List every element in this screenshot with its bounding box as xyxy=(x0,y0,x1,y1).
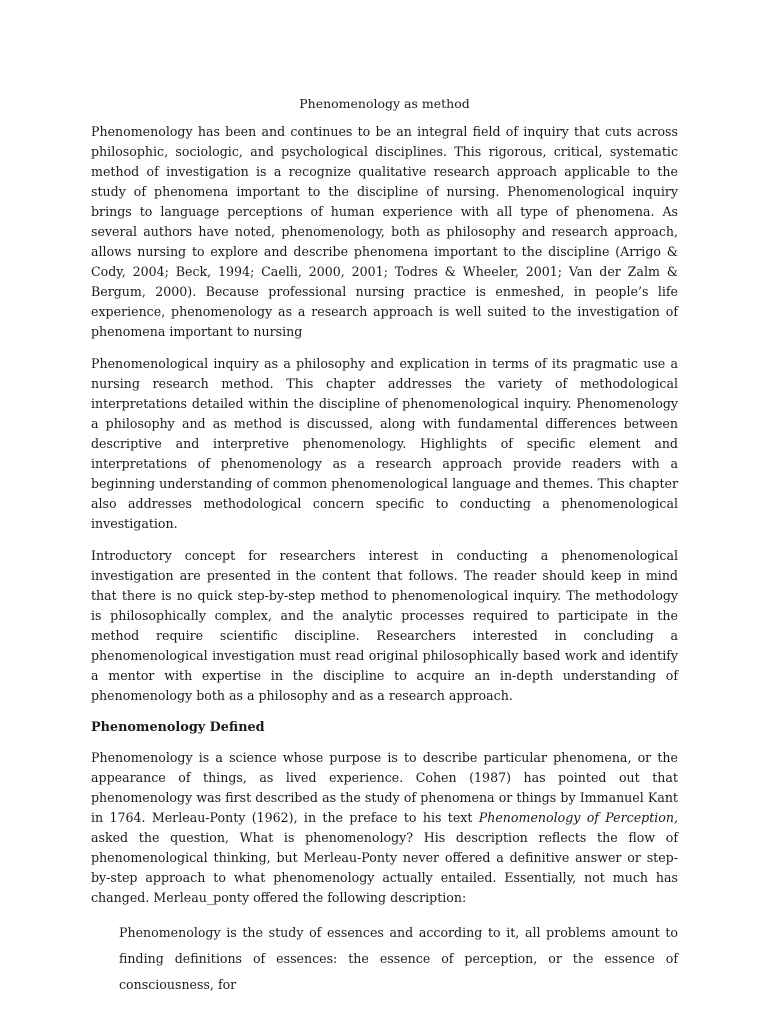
book-title-italic: Phenomenology of Perception, xyxy=(478,810,678,825)
section-heading: Phenomenology Defined xyxy=(91,720,265,735)
paragraph-introductory-concept: Introductory concept for researchers interest in conducting a phenomenological investigation are presented in the content that follows. The reader should keep in mind that there is no quick step-by-step method to phenomenological inquiry. The methodology is philosophically complex, and the analytic processes required to participate in the method require scientific discipline. Researchers interested in concluding a phenomenological investigation must read original philosophically based work and identify a mentor with expertise in the discipline to acquire an in-depth understanding of phenomenology both as a philosophy and as a research approach. xyxy=(91,548,678,703)
block-quote: Phenomenology is the study of essences and according to it, all problems amount to finding definitions of essences: the essence of perception, or the essence of consciousness, for xyxy=(119,925,678,992)
document-title: Phenomenology as method xyxy=(299,96,470,111)
paragraph-chapter-overview: Phenomenological inquiry as a philosophy and explication in terms of its pragmatic use a nursing research method. This chapter addresses the variety of methodological interpretations detailed within the discipline of phenomenological inquiry. Phenomenology a philosophy and as method is discussed, along with fundamental differences between descriptive and interpretive phenomenology. Highlights of specific element and interpretations of phenomenology as a research approach provide readers with a beginning understanding of common phenomenological language and themes. This chapter also addresses methodological concern specific to conducting a phenomenological investigation. xyxy=(91,356,678,531)
paragraph-intro: Phenomenology has been and continues to be an integral field of inquiry that cuts across philosophic, sociologic, and psychological disciplines. This rigorous, critical, systematic method of investigation is a recognize qualitative research approach applicable to the study of phenomena important to the discipline of nursing. Phenomenological inquiry brings to language perceptions of human experience with all type of phenomena. As several authors have noted, phenomenology, both as philosophy and research approach, allows nursing to explore and describe phenomena important to the discipline (Arrigo & Cody, 2004; Beck, 1994; Caelli, 2000, 2001; Todres & Wheeler, 2001; Van der Zalm & Bergum, 2000). Because professional nursing practice is enmeshed, in people’s life experience, phenomenology as a research approach is well suited to the investigation of phenomena important to nursing xyxy=(91,124,678,339)
defined-text-before: Phenomenology is a science whose purpose is to describe particular phenomena, or the appearance of things, as lived experience. Cohen (1987) has pointed out that phenomenology was first described as the study of phenomena or things by Immanuel Kant in 1764. Merleau-Ponty (1962), in the preface to his text xyxy=(91,750,678,825)
defined-text-after: asked the question, What is phenomenology? His description reflects the flow of phenomenological thinking, but Merleau-Ponty never offered a definitive answer or step-by-step approach to what phenomenology actually entailed. Essentially, not much has changed. Merleau_ponty offered the following description: xyxy=(91,830,678,905)
paragraph-phenomenology-defined xyxy=(91,748,678,908)
